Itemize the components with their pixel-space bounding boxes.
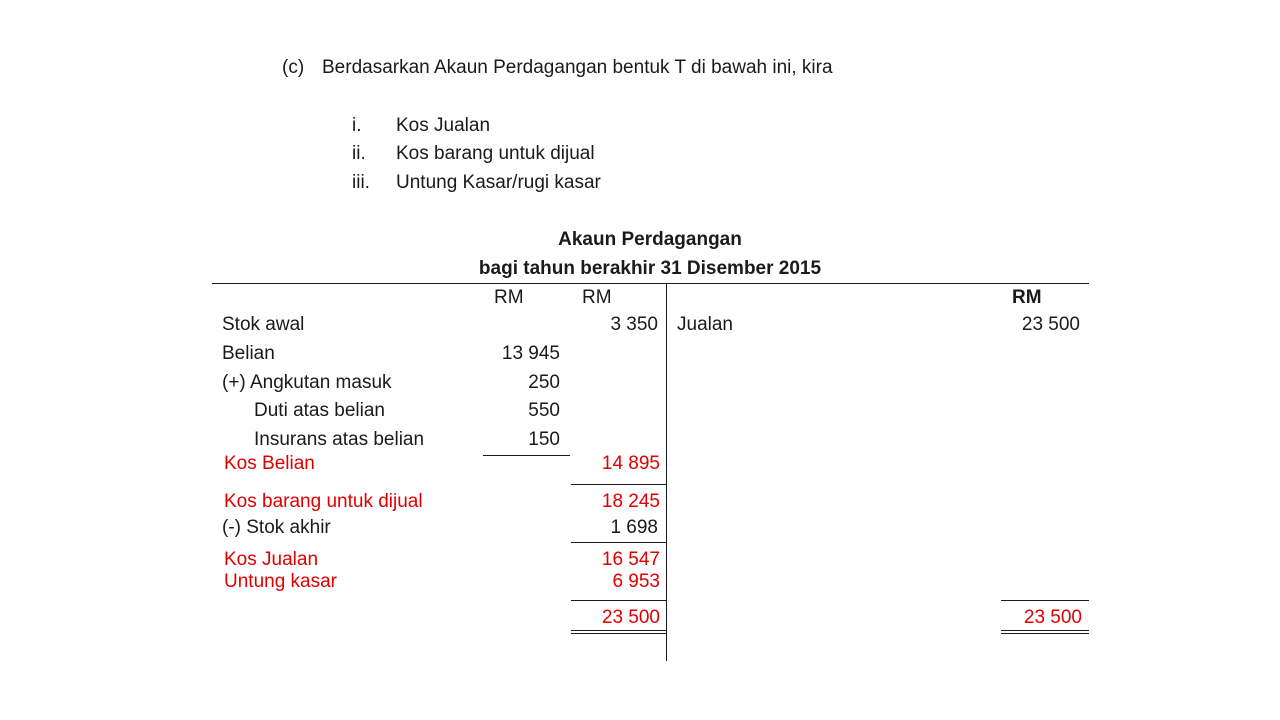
- total-double-rule-right-1: [1001, 630, 1089, 631]
- list-item-text: Untung Kasar/rugi kasar: [396, 172, 601, 193]
- row-label-belian: Belian: [222, 343, 275, 364]
- list-item-num: iii.: [352, 172, 370, 193]
- right-header-rm: RM: [1012, 287, 1042, 308]
- row-value-stok-awal: 3 350: [610, 314, 658, 335]
- top-rule: [212, 283, 1089, 284]
- row-label-angkutan: (+) Angkutan masuk: [222, 372, 392, 393]
- row-value-untung-kasar: 6 953: [612, 571, 660, 592]
- subtotal-rule-3: [571, 542, 666, 543]
- row-label-untung-kasar: Untung kasar: [224, 571, 338, 592]
- subtotal-rule-2: [571, 484, 666, 485]
- row-value-duti: 550: [528, 400, 560, 421]
- right-total-value: 23 500: [1023, 607, 1082, 628]
- row-value-insurans: 150: [528, 429, 560, 450]
- center-divider: [666, 283, 667, 661]
- row-label-kos-barang: Kos barang untuk dijual: [224, 491, 423, 512]
- list-item-num: ii.: [352, 143, 366, 164]
- account-title: Akaun Perdagangan: [558, 229, 742, 250]
- total-top-rule-right: [1001, 600, 1089, 601]
- row-value-belian: 13 945: [501, 343, 560, 364]
- row-value-kos-jualan: 16 547: [601, 549, 660, 570]
- total-double-rule-left-1: [571, 630, 666, 631]
- row-value-jualan: 23 500: [1021, 314, 1080, 335]
- total-top-rule-left: [571, 600, 666, 601]
- total-double-rule-right-2: [1001, 633, 1089, 634]
- row-value-angkutan: 250: [528, 372, 560, 393]
- row-label-duti: Duti atas belian: [254, 400, 385, 421]
- account-subtitle: bagi tahun berakhir 31 Disember 2015: [478, 258, 822, 279]
- left-header-rm-1: RM: [494, 287, 524, 308]
- row-label-insurans: Insurans atas belian: [254, 429, 425, 450]
- row-value-kos-barang: 18 245: [601, 491, 660, 512]
- row-value-kos-belian: 14 895: [601, 453, 660, 474]
- list-item-text: Kos barang untuk dijual: [396, 143, 595, 164]
- row-label-stok-awal: Stok awal: [222, 314, 305, 335]
- left-header-rm-2: RM: [582, 287, 612, 308]
- question-text: Berdasarkan Akaun Perdagangan bentuk T di bawah ini, kira: [322, 57, 833, 78]
- row-label-kos-jualan: Kos Jualan: [224, 549, 319, 570]
- subtotal-rule-1: [483, 455, 570, 456]
- total-double-rule-left-2: [571, 633, 666, 634]
- list-item-text: Kos Jualan: [396, 115, 491, 136]
- question-label: (c): [282, 57, 305, 78]
- row-label-stok-akhir: (-) Stok akhir: [222, 517, 331, 538]
- row-label-jualan: Jualan: [677, 314, 733, 335]
- left-total-value: 23 500: [601, 607, 660, 628]
- row-label-kos-belian: Kos Belian: [224, 453, 315, 474]
- row-value-stok-akhir: 1 698: [610, 517, 658, 538]
- list-item-num: i.: [352, 115, 362, 136]
